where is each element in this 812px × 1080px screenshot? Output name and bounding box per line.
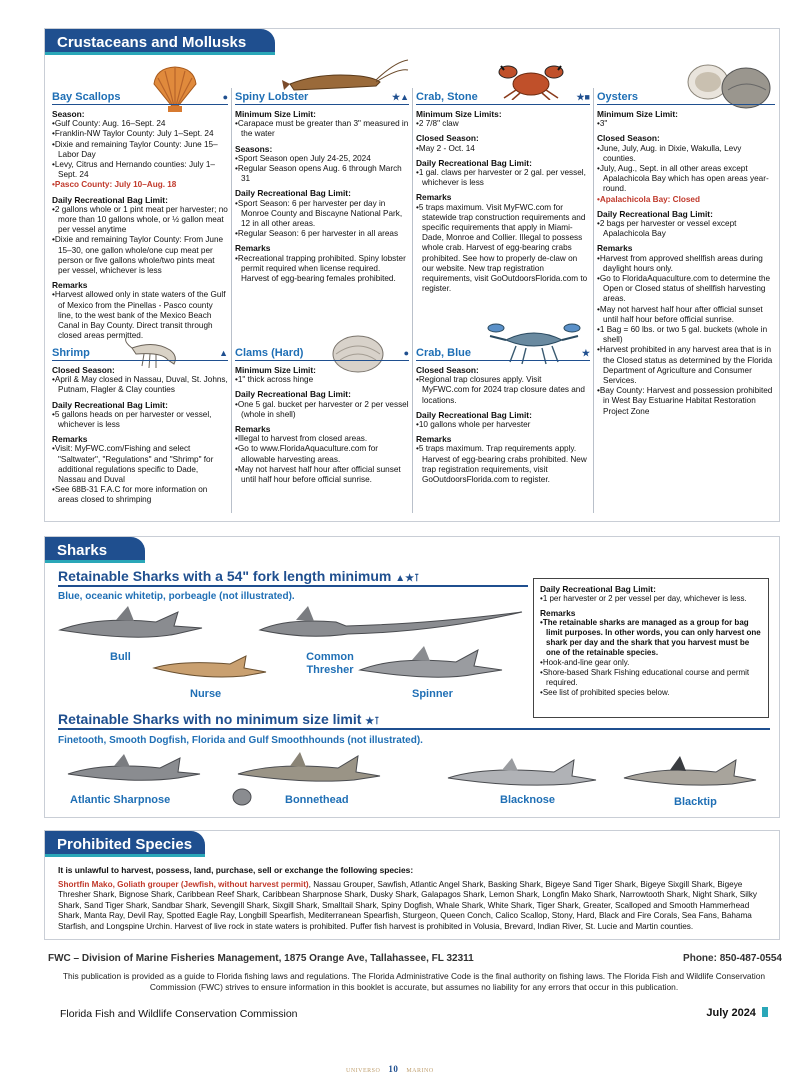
list-item: • Go to www.FloridaAquaculture.com for allowable harvesting areas. bbox=[235, 444, 409, 464]
list-item: • 1 Bag = 60 lbs. or two 5 gal. buckets (whole in shell) bbox=[597, 325, 775, 345]
label: Daily Recreational Bag Limit: bbox=[235, 188, 351, 199]
list-item: • 10 gallons whole per harvester bbox=[416, 420, 590, 430]
list-item: • Carapace must be greater than 3" measured in the water bbox=[235, 119, 409, 139]
species-name: Crab, Blue bbox=[416, 346, 472, 359]
list-item: • 3" bbox=[597, 119, 775, 129]
list-item-bold: • The retainable sharks are managed as a group for bag limit purposes. In other words, you can only harvest one shark per day and the shark that you harvest must be one of the retainable species. bbox=[540, 618, 762, 658]
spiny-lobster-section bbox=[235, 90, 409, 284]
list-item: • 5 traps maximum. Trap requirements apply. Harvest of egg-bearing crabs prohibited. New trap registration requirements, visit GoOutdoorsFlorida.com to register. bbox=[416, 444, 590, 485]
list-item: • July, Aug., Sept. in all other areas except Apalachicola Bay which has open areas year-round. bbox=[597, 164, 775, 195]
list-item: • Go to FloridaAquaculture.com to determine the Open or Closed status of shellfish harvesting areas. bbox=[597, 274, 775, 305]
list-item: • Levy, Citrus and Hernando counties: July 1–Sept. 24 bbox=[52, 160, 228, 180]
sharks-title: Sharks bbox=[45, 537, 145, 563]
group2-title bbox=[58, 711, 379, 727]
label: Remarks bbox=[235, 243, 271, 254]
label: Season: bbox=[52, 109, 85, 119]
list-item: • Regular Season opens Aug. 6 through March 31 bbox=[235, 164, 409, 184]
list-item: • May not harvest half hour after official sunset until half hour before official sunrise. bbox=[235, 465, 409, 485]
list-item: • April & May closed in Nassau, Duval, St. Johns, Putnam, Flagler & Clay counties bbox=[52, 375, 228, 395]
shark-illustration bbox=[64, 752, 204, 792]
watermark bbox=[346, 1064, 434, 1074]
list-item: • 1 gal. claws per harvester or 2 gal. per vessel, whichever is less bbox=[416, 168, 590, 188]
section-header bbox=[52, 90, 228, 105]
list-item: • Regular Season: 6 per harvester in all areas bbox=[235, 229, 409, 239]
list-item: • Bay County: Harvest and possession prohibited in West Bay Estuarine Habitat Restoration Project Zone bbox=[597, 386, 775, 417]
phone-number: Phone: 850-487-0554 bbox=[683, 953, 782, 964]
regulation-symbols-icon: ▲★⊺ bbox=[395, 573, 420, 584]
list-item: • Sport Season open July 24-25, 2024 bbox=[235, 154, 409, 164]
label: Remarks bbox=[416, 192, 452, 203]
shark-illustration bbox=[444, 756, 600, 796]
label: Daily Recreational Bag Limit: bbox=[416, 157, 532, 168]
label: Remarks bbox=[597, 243, 633, 254]
label: Minimum Size Limit: bbox=[235, 109, 316, 119]
shark-label: Spinner bbox=[412, 688, 453, 700]
shark-illustration bbox=[356, 644, 506, 690]
list-item: • 1 per harvester or 2 per vessel per day, whichever is less. bbox=[540, 594, 762, 604]
list-item: • Gulf County: Aug. 16–Sept. 24 bbox=[52, 119, 228, 129]
list-item: • One 5 gal. bucket per harvester or 2 per vessel (whole in shell) bbox=[235, 400, 409, 420]
group2-title-text: Retainable Sharks with no minimum size limit bbox=[58, 711, 362, 727]
section-header bbox=[416, 90, 590, 105]
shark-label: Bull bbox=[110, 651, 131, 663]
list-item: • Harvest prohibited in any harvest area that is in the Closed status as determined by the Florida Department of Agriculture and Consumer Services. bbox=[597, 345, 775, 386]
list-item-highlight: • Pasco County: July 10–Aug. 18 bbox=[52, 180, 228, 190]
shark-illustration bbox=[234, 752, 384, 792]
shark-illustration bbox=[150, 648, 270, 688]
publication-date bbox=[706, 1007, 768, 1019]
lobster-illustration bbox=[280, 58, 410, 94]
label: Daily Recreational Bag Limit: bbox=[416, 409, 532, 420]
star-symbol-icon: ★ bbox=[581, 347, 590, 358]
triangle-symbol-icon: ▲ bbox=[219, 347, 228, 358]
shrimp-section bbox=[52, 346, 228, 506]
group1-title-text: Retainable Sharks with a 54" fork length minimum bbox=[58, 568, 392, 584]
group1-rule bbox=[58, 585, 528, 587]
label: Closed Season: bbox=[52, 365, 115, 375]
prohibited-title: Prohibited Species bbox=[45, 831, 205, 857]
label: Remarks bbox=[235, 424, 271, 435]
list-item: • Shore-based Shark Fishing educational course and permit required. bbox=[540, 668, 762, 688]
star-square-symbol-icon: ★■ bbox=[576, 91, 590, 102]
list-item: • See list of prohibited species below. bbox=[540, 688, 762, 698]
species-name: Spiny Lobster bbox=[235, 90, 309, 103]
list-item: • Dixie and remaining Taylor County: From June 15–30, one gallon whole/one cup meat per person or five gallons whole/two pints meat per vessel, whichever is less bbox=[52, 235, 228, 276]
shark-label: Common Thresher bbox=[306, 651, 354, 676]
prohibited-rest: , Nassau Grouper, Sawfish, Atlantic Angel Shark, Basking Shark, Bigeye Sand Tiger Shark, Bigeye Sixgill Shark, Bigeye Thresher Shark, Bignose Shark, Caribbean Reef Shark, Caribbean Sharpnose Shark, Dusky Shark, Galapagos Shark, Lemon Shark, Longfin Mako Shark, Narrowtooth Shark, Night Shark, Silky Shark, Sand Tiger Shark, Sandbar Shark, Sevengill Shark, Sixgill Shark, Smalltail Shark, Spiny Dogfish, Whale Shark, White Shark, Tiger Shark, Greater, Scalloped and Smooth Hammerhead Shark, Manta Ray, Devil Ray, Spotted Eagle Ray, Longbill Spearfish, Mediterranean Spearfish, Sturgeon, Queen Conch, Calico Scallop, Stony, Hard, Black and Fire Corals, Sea Fans, Bahama Starfish, and Longspine Urchin. Harvest of live rock in state waters is prohibited. Puffer fish harvest is prohibited in Volusia, Brevard, Indian River, St. Lucie and Martin counties. bbox=[58, 880, 758, 931]
divider bbox=[412, 88, 413, 513]
division-address: FWC – Division of Marine Fisheries Management, 1875 Orange Ave, Tallahassee, FL 32311 bbox=[48, 953, 474, 964]
label: Remarks bbox=[540, 608, 576, 618]
divider bbox=[231, 88, 232, 513]
date-marker-icon bbox=[762, 1007, 768, 1017]
shark-label: Nurse bbox=[190, 688, 222, 700]
section-header bbox=[52, 346, 228, 361]
stone-crab-section bbox=[416, 90, 590, 294]
list-item: • Visit: MyFWC.com/Fishing and select "Saltwater", "Regulations" and "Shrimp" for additional regulations specific to Dade, Nassau and Duval bbox=[52, 444, 228, 485]
group1-subtitle: Blue, oceanic whitetip, porbeagle (not illustrated). bbox=[58, 591, 295, 602]
circle-symbol-icon: ● bbox=[222, 91, 228, 102]
label: Minimum Size Limits: bbox=[416, 109, 502, 119]
list-item: • Harvest from approved shellfish areas during daylight hours only. bbox=[597, 254, 775, 274]
label: Daily Recreational Bag Limit: bbox=[597, 208, 713, 219]
section-header bbox=[416, 346, 590, 361]
species-name: Crab, Stone bbox=[416, 90, 478, 103]
list-item-highlight: • Apalachicola Bay: Closed bbox=[597, 195, 775, 205]
disclaimer: This publication is provided as a guide to Florida fishing laws and regulations. The Florida Administrative Code is the final authority on fishing laws. The Florida Fish and Wildlife Conservation Commission (FWC) strives to ensure information in this booklet is accurate, but assumes no liability for any errors that occur in this publication. bbox=[62, 971, 766, 992]
shark-label: Blacknose bbox=[500, 794, 556, 806]
list-item: • May not harvest half hour after official sunset until half hour before official sunrise. bbox=[597, 305, 775, 325]
circle-symbol-icon: ● bbox=[403, 347, 409, 358]
list-item: • Illegal to harvest from closed areas. bbox=[235, 434, 409, 444]
section-header bbox=[597, 90, 775, 105]
label: Closed Season: bbox=[597, 133, 660, 144]
blue-crab-section bbox=[416, 346, 590, 485]
regulation-symbols-icon: ★⊺ bbox=[365, 716, 380, 727]
list-item: • June, July, Aug. in Dixie, Wakulla, Levy counties. bbox=[597, 144, 775, 164]
label: Daily Recreational Bag Limit: bbox=[52, 399, 168, 410]
list-item: • Harvest allowed only in state waters of the Gulf of Mexico from the Pinellas - Pasco county line, to the west bank of the Mexico Beach Canal in Bay County. Direct transit through closed areas permitted. bbox=[52, 290, 228, 341]
group2-subtitle: Finetooth, Smooth Dogfish, Florida and Gulf Smoothhounds (not illustrated). bbox=[58, 735, 423, 746]
species-name: Oysters bbox=[597, 90, 638, 103]
shark-illustration bbox=[620, 756, 760, 796]
list-item: • Hook-and-line gear only. bbox=[540, 658, 762, 668]
list-item: • May 2 - Oct. 14 bbox=[416, 144, 590, 154]
date-text: July 2024 bbox=[706, 1007, 756, 1019]
label: Remarks bbox=[416, 434, 452, 445]
shark-label: Atlantic Sharpnose bbox=[70, 794, 171, 806]
watermark-right: MARINO bbox=[406, 1068, 434, 1074]
list-item: • Regional trap closures apply. Visit MyFWC.com for 2024 trap closure dates and locations. bbox=[416, 375, 590, 406]
list-item: • 2 bags per harvester or vessel except Apalachicola Bay bbox=[597, 219, 775, 239]
prohibited-list bbox=[58, 880, 770, 932]
list-item: • Dixie and remaining Taylor County: June 15–Labor Day bbox=[52, 140, 228, 160]
label: Closed Season: bbox=[416, 133, 479, 144]
group2-rule bbox=[58, 728, 770, 730]
bonnethead-head-icon bbox=[232, 788, 252, 806]
label: Daily Recreational Bag Limit: bbox=[540, 584, 656, 594]
label: Closed Season: bbox=[416, 365, 479, 375]
organization-name: Florida Fish and Wildlife Conservation Commission bbox=[60, 1008, 298, 1020]
label: Minimum Size Limit: bbox=[235, 365, 316, 375]
watermark-left: UNIVERSO bbox=[346, 1068, 381, 1074]
section-header bbox=[235, 346, 409, 361]
list-item: • Franklin-NW Taylor County: July 1–Sept. 24 bbox=[52, 129, 228, 139]
prohibited-highlight: Shortfin Mako, Goliath grouper (Jewfish, without harvest permit) bbox=[58, 880, 309, 889]
label: Minimum Size Limit: bbox=[597, 109, 678, 119]
list-item: • 2 7/8" claw bbox=[416, 119, 590, 129]
bay-scallops-section bbox=[52, 90, 228, 341]
list-item: • 5 traps maximum. Visit MyFWC.com for statewide trap construction requirements and specific requirements that apply in Miami-Dade, Monroe and Collier. Illegal to possess whole crab. Harvest of egg-bearing crabs prohibited. See how to properly de-claw on our website. New trap registration requirements, visit GoOutdoorsFlorida.com to register. bbox=[416, 203, 590, 295]
label: Seasons: bbox=[235, 143, 273, 154]
species-name: Clams (Hard) bbox=[235, 346, 304, 359]
shark-label: Blacktip bbox=[674, 796, 717, 808]
species-name: Bay Scallops bbox=[52, 90, 121, 103]
list-item: • Recreational trapping prohibited. Spiny lobster permit required when license required. Harvest of egg-bearing females prohibited. bbox=[235, 254, 409, 285]
list-item: • 2 gallons whole or 1 pint meat per harvester; no more than 10 gallons whole, or ½ gallon meat per vessel anytime bbox=[52, 205, 228, 236]
shark-label: Bonnethead bbox=[285, 794, 349, 806]
watermark-logo: 10 bbox=[388, 1064, 399, 1074]
label: Remarks bbox=[52, 434, 88, 445]
list-item: • See 68B-31 F.A.C for more information on areas closed to shrimping bbox=[52, 485, 228, 505]
clams-section bbox=[235, 346, 409, 485]
list-item: • 1" thick across hinge bbox=[235, 375, 409, 385]
list-item: • Sport Season: 6 per harvester per day in Monroe County and Biscayne National Park, 12 in all other areas. bbox=[235, 199, 409, 230]
species-name: Shrimp bbox=[52, 346, 90, 359]
shark-rules-box bbox=[533, 578, 769, 718]
section-header bbox=[235, 90, 409, 105]
shark-illustration bbox=[56, 606, 206, 650]
oysters-section bbox=[597, 90, 775, 417]
label: Daily Recreational Bag Limit: bbox=[52, 194, 168, 205]
label: Daily Recreational Bag Limit: bbox=[235, 389, 351, 400]
crustaceans-title: Crustaceans and Mollusks bbox=[45, 29, 275, 55]
group1-title bbox=[58, 568, 419, 584]
divider bbox=[593, 88, 594, 513]
star-triangle-symbol-icon: ★▲ bbox=[392, 91, 409, 102]
list-item: • 5 gallons heads on per harvester or vessel, whichever is less bbox=[52, 410, 228, 430]
prohibited-lead: It is unlawful to harvest, possess, land, purchase, sell or exchange the following species: bbox=[58, 865, 414, 875]
label: Remarks bbox=[52, 280, 88, 291]
